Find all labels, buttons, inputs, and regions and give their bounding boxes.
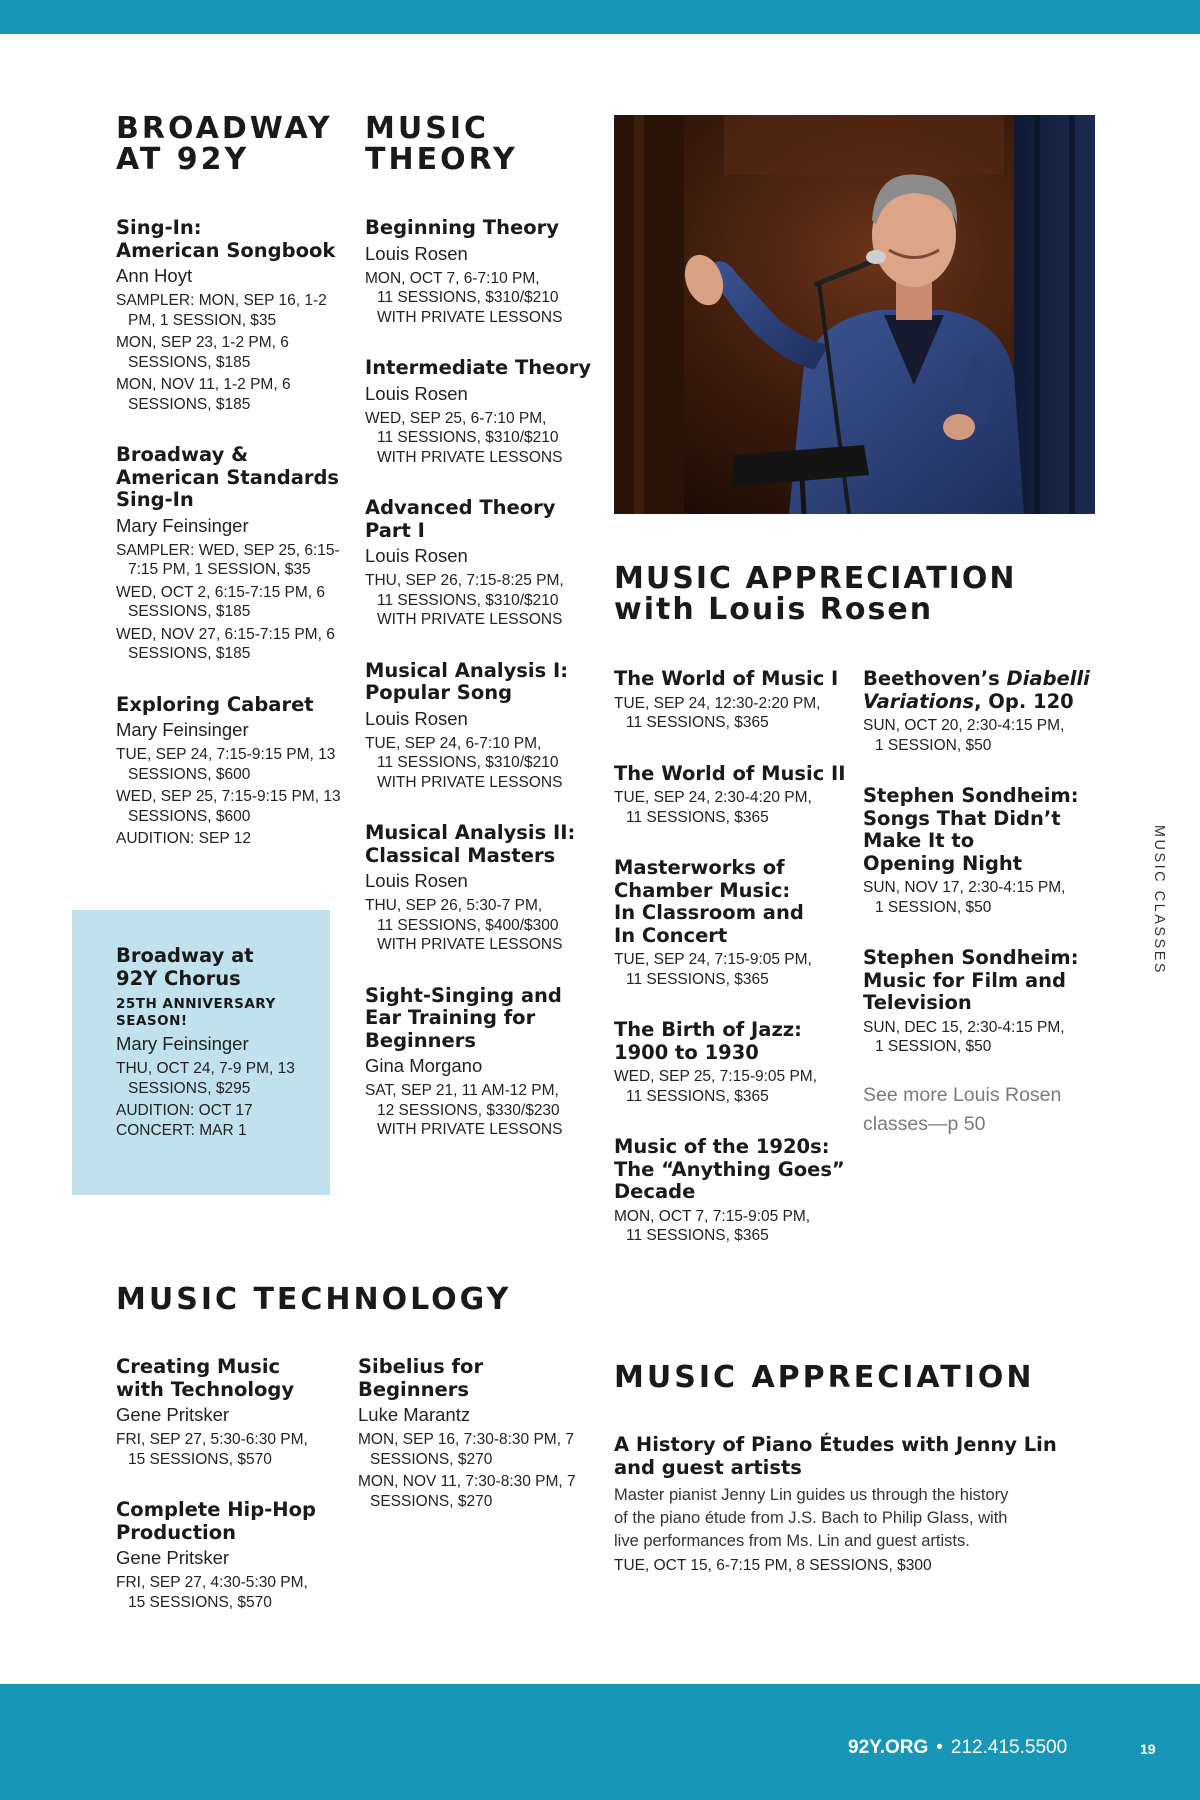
course-title: Sibelius for Beginners [358, 1355, 484, 1401]
course-intermediate-theory: Intermediate Theory Louis Rosen WED, SEP 25, 6-7:10 PM, 11 SESSIONS, $310/$210 WITH PRIVATE LESSONS [365, 357, 597, 467]
course-session: FRI, SEP 27, 4:30-5:30 PM, [116, 1574, 308, 1591]
course-session: THU, SEP 26, 7:15-8:25 PM, [365, 572, 564, 589]
course-session: MON, SEP 23, 1-2 PM, 6 SESSIONS, $185 [116, 334, 289, 371]
course-sondheim-songs: Stephen Sondheim: Songs That Didn’t Make It to Opening Night SUN, NOV 17, 2:30-4:15 PM, 1 SESSION, $50 [863, 785, 1093, 917]
broadway-column [116, 113, 341, 879]
course-title: Creating Music with Technology [116, 1355, 295, 1401]
course-session: MON, OCT 7, 6-7:10 PM, [365, 269, 540, 287]
course-instructor: Mary Feinsinger [116, 514, 249, 536]
course-session: SUN, OCT 20, 2:30-4:15 PM, [863, 717, 1065, 734]
course-session: WED, SEP 25, 7:15-9:15 PM, 13 SESSIONS, $600 [116, 788, 341, 825]
course-title: Sight-Singing and Ear Training for Beginners [365, 983, 562, 1052]
course-piano-etudes [614, 1434, 1094, 1576]
theory-heading: MUSIC THEORY [365, 111, 518, 177]
course-title: Sing-In: American Songbook [116, 216, 336, 262]
appreciation-rosen-heading: MUSIC APPRECIATION with Louis Rosen [614, 561, 1017, 627]
course-musical-analysis-1: Musical Analysis I: Popular Song Louis Rosen TUE, SEP 24, 6-7:10 PM, 11 SESSIONS, $310/$210 WITH PRIVATE LESSONS [365, 660, 597, 793]
course-broadway-chorus [116, 945, 321, 1140]
course-description: Master pianist Jenny Lin guides us through the history of the piano étude from J.S. Bach to Philip Glass, with live performances from Ms. Lin and guest artists. [614, 1486, 1009, 1550]
course-chamber-music: Masterworks of Chamber Music: In Classroom and In Concert TUE, SEP 24, 7:15-9:05 PM, 11 SESSIONS, $365 [614, 857, 849, 989]
course-world-of-music-2: The World of Music II TUE, SEP 24, 2:30-4:20 PM, 11 SESSIONS, $365 [614, 763, 849, 828]
course-instructor: Gene Pritsker [116, 1547, 230, 1568]
broadway-heading: BROADWAY AT 92Y [116, 111, 333, 177]
course-advanced-theory: Advanced Theory Part I Louis Rosen THU, SEP 26, 7:15-8:25 PM, 11 SESSIONS, $310/$210 WITH PRIVATE LESSONS [365, 497, 597, 630]
side-section-label: MUSIC CLASSES [1151, 824, 1167, 976]
course-title: The Birth of Jazz: 1900 to 1930 [614, 1018, 802, 1064]
see-more-link[interactable]: See more Louis Rosen classes—p 50 [863, 1083, 1062, 1135]
audition-date: AUDITION: SEP 12 [116, 830, 251, 847]
course-title: Musical Analysis II: Classical Masters [365, 821, 576, 867]
course-instructor: Mary Feinsinger [116, 1033, 249, 1054]
course-session: SUN, DEC 15, 2:30-4:15 PM, [863, 1018, 1065, 1036]
course-title: A History of Piano Études with Jenny Lin and guest artists [614, 1433, 1057, 1479]
course-session: SUN, NOV 17, 2:30-4:15 PM, [863, 879, 1066, 896]
footer-phone[interactable]: 212.415.5500 [950, 1737, 1068, 1758]
course-session: SAMPLER: MON, SEP 16, 1-2 PM, 1 SESSION, $35 [116, 292, 327, 329]
anniversary-note: 25TH ANNIVERSARY SEASON! [116, 996, 276, 1029]
course-session: THU, SEP 26, 5:30-7 PM, [365, 897, 543, 914]
top-color-bar [0, 0, 1200, 34]
course-session: WED, NOV 27, 6:15-7:15 PM, 6 SESSIONS, $185 [116, 625, 335, 662]
course-instructor: Louis Rosen [365, 242, 468, 264]
course-title: Intermediate Theory [365, 356, 592, 379]
course-instructor: Gene Pritsker [116, 1404, 230, 1425]
course-instructor: Louis Rosen [365, 545, 468, 566]
course-session: MON, NOV 11, 1-2 PM, 6 SESSIONS, $185 [116, 376, 291, 413]
appreciation-heading: MUSIC APPRECIATION [614, 1360, 1035, 1395]
course-musical-analysis-2: Musical Analysis II: Classical Masters Louis Rosen THU, SEP 26, 5:30-7 PM, 11 SESSIONS, $400/$300 WITH PRIVATE LESSONS [365, 822, 597, 955]
footer-bullet: • [936, 1737, 943, 1758]
audition-date: AUDITION: OCT 17 [116, 1102, 253, 1119]
course-session: MON, SEP 16, 7:30-8:30 PM, 7 SESSIONS, $270 [358, 1431, 574, 1468]
course-instructor: Louis Rosen [365, 382, 468, 404]
appreciation-rosen-right-column [863, 668, 1093, 1139]
course-instructor: Gina Morgano [365, 1055, 483, 1076]
appreciation-rosen-left-column [614, 668, 849, 1276]
technology-heading: MUSIC TECHNOLOGY [116, 1282, 512, 1317]
theory-column [365, 113, 597, 1170]
course-session: THU, OCT 24, 7-9 PM, 13 SESSIONS, $295 [116, 1060, 295, 1097]
course-title: Beginning Theory [365, 216, 559, 239]
course-title: Stephen Sondheim: Songs That Didn’t Make It to Opening Night [863, 784, 1079, 875]
course-session: TUE, SEP 24, 6-7:10 PM, [365, 734, 542, 752]
course-session: MON, OCT 7, 7:15-9:05 PM, [614, 1207, 811, 1225]
course-beethoven-diabelli: Beethoven’s Diabelli Variations, Op. 120 SUN, OCT 20, 2:30-4:15 PM, 1 SESSION, $50 [863, 668, 1093, 755]
technology-left-column [116, 1356, 341, 1642]
course-title: Complete Hip-Hop Production [116, 1498, 316, 1544]
performer-photo [614, 115, 1095, 514]
footer-contact [848, 1737, 1067, 1759]
page-number: 19 [1140, 1741, 1156, 1757]
course-session: TUE, SEP 24, 12:30-2:20 PM, [614, 694, 821, 712]
course-beginning-theory: Beginning Theory Louis Rosen MON, OCT 7, 6-7:10 PM, 11 SESSIONS, $310/$210 WITH PRIVATE LESSONS [365, 217, 597, 327]
course-title: Exploring Cabaret [116, 692, 314, 716]
concert-date: CONCERT: MAR 1 [116, 1121, 247, 1139]
course-sondheim-film: Stephen Sondheim: Music for Film and Television SUN, DEC 15, 2:30-4:15 PM, 1 SESSION, $50 [863, 947, 1093, 1057]
performer-photo-illustration [614, 115, 1095, 514]
course-birth-of-jazz: The Birth of Jazz: 1900 to 1930 WED, SEP 25, 7:15-9:05 PM, 11 SESSIONS, $365 [614, 1019, 849, 1106]
course-session: SAT, SEP 21, 11 AM-12 PM, [365, 1082, 559, 1099]
course-title: The World of Music I [614, 667, 839, 690]
course-session: WED, SEP 25, 6-7:10 PM, [365, 409, 547, 427]
course-music-of-1920s: Music of the 1920s: The “Anything Goes” Decade MON, OCT 7, 7:15-9:05 PM, 11 SESSIONS, $365 [614, 1136, 849, 1246]
course-session: TUE, SEP 24, 2:30-4:20 PM, [614, 789, 812, 806]
course-session: WED, OCT 2, 6:15-7:15 PM, 6 SESSIONS, $185 [116, 583, 326, 620]
course-session: TUE, SEP 24, 7:15-9:15 PM, 13 SESSIONS, $600 [116, 746, 336, 783]
course-sibelius [358, 1356, 598, 1511]
course-title: Broadway at 92Y Chorus [116, 944, 254, 990]
course-title: Masterworks of Chamber Music: In Classroom and In Concert [614, 856, 804, 947]
course-session: SAMPLER: WED, SEP 25, 6:15-7:15 PM, 1 SESSION, $35 [116, 541, 340, 578]
course-instructor: Ann Hoyt [116, 265, 193, 286]
course-title: Musical Analysis I: Popular Song [365, 658, 569, 704]
course-session: FRI, SEP 27, 5:30-6:30 PM, [116, 1431, 308, 1448]
course-title: The World of Music II [614, 761, 846, 785]
course-title: Stephen Sondheim: Music for Film and Television [863, 946, 1079, 1014]
course-session: TUE, OCT 15, 6-7:15 PM, 8 SESSIONS, $300 [614, 1557, 932, 1574]
course-session: TUE, SEP 24, 7:15-9:05 PM, [614, 951, 812, 968]
course-instructor: Louis Rosen [365, 707, 468, 729]
course-sing-in-songbook [116, 217, 341, 414]
footer-website-link[interactable]: 92Y.ORG [848, 1737, 929, 1758]
course-sight-singing: Sight-Singing and Ear Training for Beginners Gina Morgano SAT, SEP 21, 11 AM-12 PM, 12 SESSIONS, $330/$230 WITH PRIVATE LESSONS [365, 985, 597, 1140]
course-session: MON, NOV 11, 7:30-8:30 PM, 7 SESSIONS, $270 [358, 1473, 576, 1510]
course-broadway-standards [116, 444, 341, 664]
course-instructor: Mary Feinsinger [116, 719, 249, 740]
course-creating-music: Creating Music with Technology Gene Pritsker FRI, SEP 27, 5:30-6:30 PM, 15 SESSIONS, $570 [116, 1356, 341, 1469]
course-exploring-cabaret [116, 694, 341, 849]
course-title: Broadway & American Standards Sing-In [116, 443, 340, 511]
course-session: WED, SEP 25, 7:15-9:05 PM, [614, 1068, 818, 1085]
course-title: Music of the 1920s: The “Anything Goes” Decade [614, 1135, 845, 1203]
technology-right-column [358, 1356, 598, 1541]
course-title: Advanced Theory Part I [365, 496, 556, 542]
course-instructor: Louis Rosen [365, 870, 468, 891]
course-hip-hop-production: Complete Hip-Hop Production Gene Pritsker FRI, SEP 27, 4:30-5:30 PM, 15 SESSIONS, $570 [116, 1499, 341, 1612]
course-instructor: Luke Marantz [358, 1404, 471, 1425]
course-title: Beethoven’s Diabelli Variations, Op. 120 [863, 667, 1090, 713]
course-world-of-music-1: The World of Music I TUE, SEP 24, 12:30-2:20 PM, 11 SESSIONS, $365 [614, 668, 849, 733]
